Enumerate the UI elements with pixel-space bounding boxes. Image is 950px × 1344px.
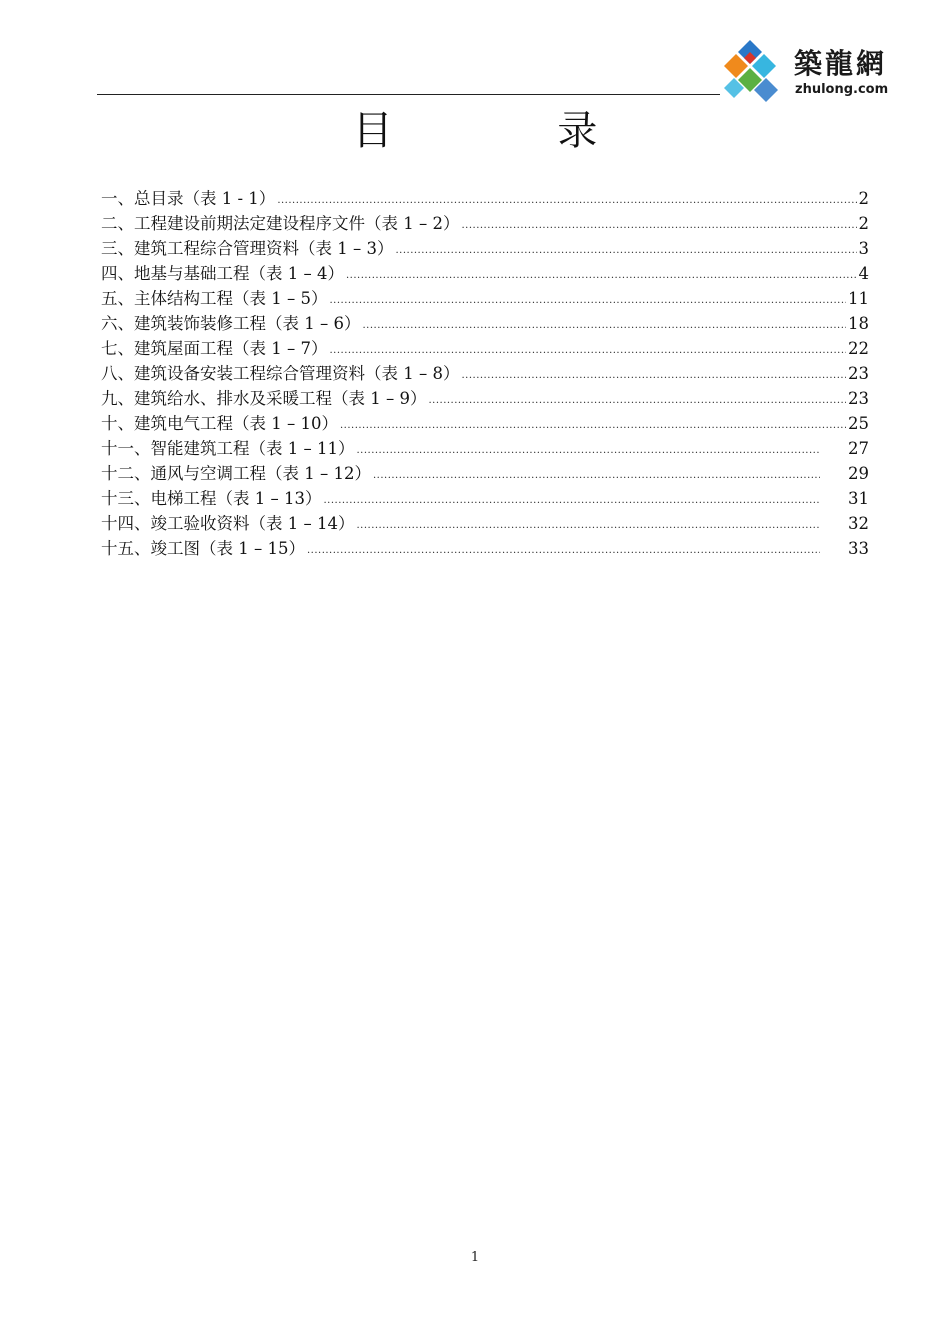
toc-entry[interactable] [101, 486, 869, 511]
toc-entry-label: 十、建筑电气工程（表 1 – 10） [101, 414, 338, 433]
toc-entry-label: 十三、电梯工程（表 1 – 13） [101, 489, 322, 508]
toc-entry-page: 2 [858, 189, 869, 208]
toc-entry-label: 一、总目录（表 1 - 1） [101, 189, 276, 208]
toc-entry-page: 18 [848, 314, 869, 333]
toc-entry-page: 3 [858, 239, 869, 258]
toc-entry-label: 十五、竣工图（表 1 – 15） [101, 539, 305, 558]
toc-entry[interactable] [101, 461, 869, 486]
toc-entry[interactable] [101, 511, 869, 536]
toc-entry-page: 2 [858, 214, 869, 233]
zhulong-emblem-icon [720, 38, 792, 104]
toc-entry[interactable] [101, 411, 869, 436]
toc-entry[interactable] [101, 361, 869, 386]
toc-entry[interactable] [101, 261, 869, 286]
toc-entry[interactable] [101, 286, 869, 311]
toc-entry-label: 十二、通风与空调工程（表 1 – 12） [101, 464, 371, 483]
toc-dot-leader [428, 388, 846, 413]
toc-entry[interactable] [101, 536, 869, 561]
toc-dot-leader [307, 538, 820, 563]
toc-dot-leader [461, 363, 846, 388]
toc-entry-page: 27 [848, 439, 869, 458]
toc-entry-label: 七、建筑屋面工程（表 1 – 7） [101, 339, 328, 358]
toc-entry-label: 六、建筑装饰装修工程（表 1 – 6） [101, 314, 361, 333]
toc-entry-page: 33 [848, 539, 869, 558]
toc-dot-leader [329, 288, 846, 313]
toc-entry-label: 十一、智能建筑工程（表 1 – 11） [101, 439, 355, 458]
toc-dot-leader [356, 438, 820, 463]
toc-dot-leader [395, 238, 856, 263]
toc-entry-page: 22 [848, 339, 869, 358]
toc-entry-page: 4 [858, 264, 869, 283]
toc-entry[interactable] [101, 236, 869, 261]
toc-dot-leader [373, 463, 820, 488]
toc-entry-label: 九、建筑给水、排水及采暖工程（表 1 – 9） [101, 389, 427, 408]
toc-dot-leader [346, 263, 857, 288]
toc-entry[interactable] [101, 436, 869, 461]
toc-entry[interactable] [101, 336, 869, 361]
toc-entry-page: 23 [848, 389, 869, 408]
toc-dot-leader [323, 488, 820, 513]
toc-entry-label: 四、地基与基础工程（表 1 – 4） [101, 264, 344, 283]
toc-entry[interactable] [101, 186, 869, 211]
toc-entry-page: 29 [848, 464, 869, 483]
toc-dot-leader [277, 188, 856, 213]
toc-entry[interactable] [101, 211, 869, 236]
toc-entry-label: 十四、竣工验收资料（表 1 – 14） [101, 514, 355, 533]
toc-dot-leader [340, 413, 846, 438]
toc-dot-leader [362, 313, 846, 338]
toc-entry-label: 三、建筑工程综合管理资料（表 1 – 3） [101, 239, 394, 258]
toc-dot-leader [461, 213, 856, 238]
toc-entry-page: 32 [848, 514, 869, 533]
toc-entry[interactable] [101, 311, 869, 336]
logo-english-name: zhulong.com [795, 82, 889, 97]
toc-entry-page: 11 [848, 289, 869, 308]
toc-entry-page: 25 [848, 414, 869, 433]
toc-entry-label: 八、建筑设备安装工程综合管理资料（表 1 – 8） [101, 364, 460, 383]
logo-chinese-name: 築龍網 [794, 47, 888, 80]
toc-entry-page: 31 [848, 489, 869, 508]
toc-entry-page: 23 [848, 364, 869, 383]
toc-entry-label: 二、工程建设前期法定建设程序文件（表 1 – 2） [101, 214, 460, 233]
page-number: 1 [470, 1250, 480, 1265]
toc-dot-leader [329, 338, 846, 363]
toc-entry-label: 五、主体结构工程（表 1 – 5） [101, 289, 328, 308]
toc-entry[interactable] [101, 386, 869, 411]
page-title: 目 录 [352, 108, 674, 154]
toc-dot-leader [356, 513, 820, 538]
table-of-contents [101, 186, 869, 561]
zhulong-logo[interactable] [720, 38, 920, 104]
